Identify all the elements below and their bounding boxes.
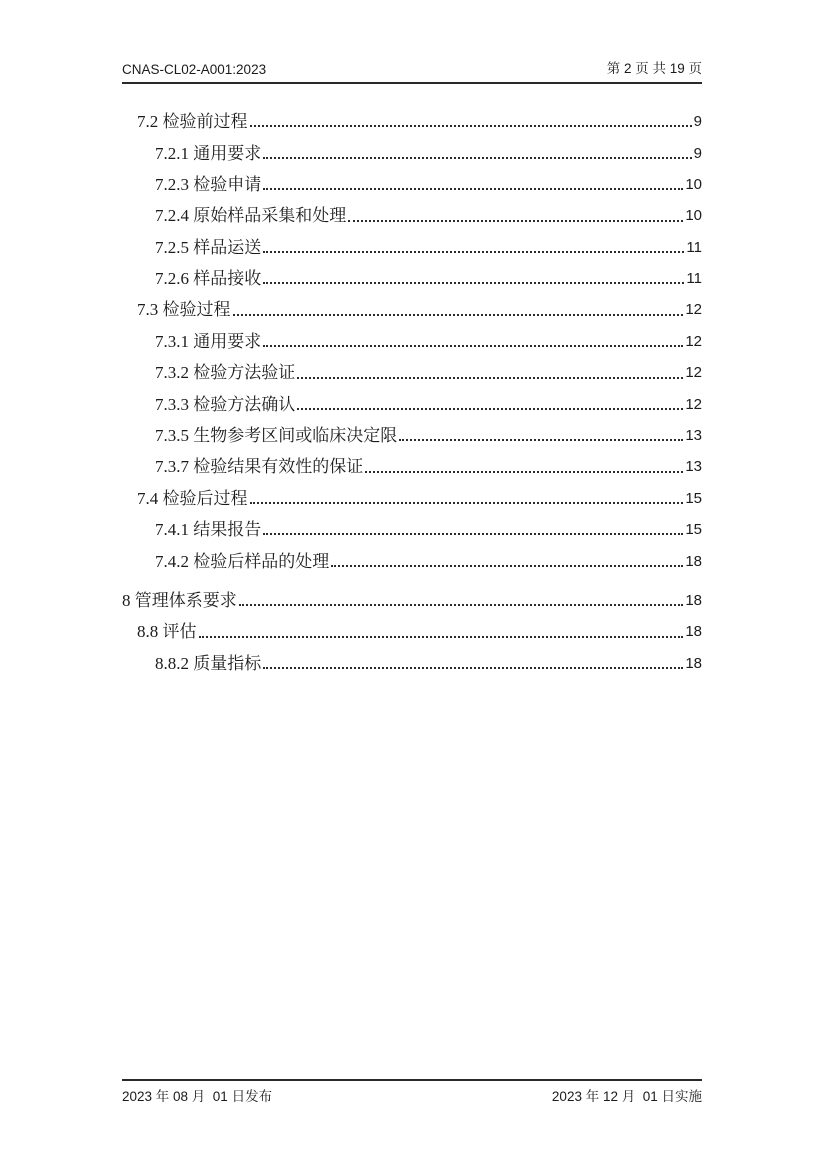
toc-entry-label: 7.3.7 检验结果有效性的保证 <box>155 457 364 477</box>
toc-entry[interactable] <box>122 384 702 415</box>
toc-entry-label: 8.8.2 质量指标 <box>155 653 262 673</box>
toc-dotted-leader <box>199 636 684 638</box>
implement-date: 2023 年 12 月 01 日实施 <box>551 1089 702 1104</box>
toc-page-number: 12 <box>685 332 702 350</box>
page-indicator: 第 2 页 共 19 页 <box>606 61 702 76</box>
toc-dotted-leader <box>365 471 683 473</box>
toc-dotted-leader <box>263 251 684 253</box>
toc-entry[interactable] <box>122 446 702 477</box>
page-footer <box>122 1079 702 1105</box>
toc-entry[interactable] <box>122 258 702 289</box>
toc-dotted-leader <box>348 220 683 222</box>
toc-dotted-leader <box>263 667 683 669</box>
toc-page-number: 12 <box>685 395 702 413</box>
toc-entry-label: 7.2.1 通用要求 <box>155 143 262 163</box>
toc-entry[interactable] <box>122 321 702 352</box>
toc-page-number: 9 <box>693 113 702 131</box>
toc-dotted-leader <box>263 157 691 159</box>
toc-dotted-leader <box>250 502 684 504</box>
toc-entry[interactable] <box>122 580 702 611</box>
toc-entry[interactable] <box>122 195 702 226</box>
toc-entry-label: 8.8 评估 <box>137 622 197 642</box>
table-of-contents <box>122 101 702 674</box>
toc-entry-label: 8 管理体系要求 <box>122 591 237 610</box>
toc-entry[interactable] <box>122 540 702 571</box>
toc-page-number: 9 <box>693 144 702 162</box>
toc-entry-label: 7.2.3 检验申请 <box>155 174 262 194</box>
toc-entry-label: 7.4.2 检验后样品的处理 <box>155 551 330 571</box>
toc-page-number: 18 <box>685 623 702 641</box>
toc-entry[interactable] <box>122 289 702 320</box>
toc-entry[interactable] <box>122 101 702 132</box>
toc-dotted-leader <box>263 533 683 535</box>
toc-entry[interactable] <box>122 227 702 258</box>
toc-page-number: 18 <box>685 654 702 672</box>
toc-dotted-leader <box>297 408 683 410</box>
toc-entry-label: 7.3.2 检验方法验证 <box>155 363 296 383</box>
toc-page-number: 12 <box>685 364 702 382</box>
toc-page-number: 18 <box>685 552 702 570</box>
toc-entry-label: 7.3.1 通用要求 <box>155 331 262 351</box>
toc-dotted-leader <box>239 604 684 606</box>
toc-page-number: 11 <box>686 238 702 256</box>
toc-entry-label: 7.4 检验后过程 <box>137 488 248 508</box>
toc-entry[interactable] <box>122 132 702 163</box>
toc-page-number: 13 <box>685 458 702 476</box>
toc-entry-label: 7.2.6 样品接收 <box>155 269 262 289</box>
toc-entry[interactable] <box>122 611 702 642</box>
toc-page-number: 11 <box>686 270 702 288</box>
release-date: 2023 年 08 月 01 日发布 <box>122 1089 273 1104</box>
toc-page-number: 15 <box>685 489 702 507</box>
toc-entry-label: 7.4.1 结果报告 <box>155 520 262 540</box>
toc-entry[interactable] <box>122 415 702 446</box>
toc-page-number: 15 <box>685 521 702 539</box>
toc-entry[interactable] <box>122 478 702 509</box>
toc-dotted-leader <box>331 565 683 567</box>
document-code: CNAS-CL02-A001:2023 <box>122 62 267 77</box>
toc-dotted-leader <box>233 314 684 316</box>
toc-page-number: 12 <box>685 301 702 319</box>
toc-entry[interactable] <box>122 643 702 674</box>
toc-dotted-leader <box>297 377 683 379</box>
toc-entry-label: 7.2.4 原始样品采集和处理 <box>155 206 347 226</box>
toc-page-number: 18 <box>685 592 702 609</box>
toc-entry-label: 7.3.3 检验方法确认 <box>155 394 296 414</box>
toc-entry[interactable] <box>122 352 702 383</box>
toc-entry-label: 7.3 检验过程 <box>137 300 231 320</box>
toc-page-number: 13 <box>685 427 702 445</box>
toc-page-number: 10 <box>685 175 702 193</box>
page-header <box>122 57 702 84</box>
toc-dotted-leader <box>263 282 684 284</box>
toc-dotted-leader <box>399 439 683 441</box>
toc-entry[interactable] <box>122 509 702 540</box>
toc-dotted-leader <box>250 125 692 127</box>
toc-entry-label: 7.2.5 样品运送 <box>155 237 262 257</box>
toc-page-number: 10 <box>685 207 702 225</box>
toc-entry-label: 7.3.5 生物参考区间或临床决定限 <box>155 426 398 446</box>
toc-dotted-leader <box>263 345 683 347</box>
toc-entry-label: 7.2 检验前过程 <box>137 112 248 132</box>
toc-entry[interactable] <box>122 164 702 195</box>
toc-dotted-leader <box>263 188 683 190</box>
